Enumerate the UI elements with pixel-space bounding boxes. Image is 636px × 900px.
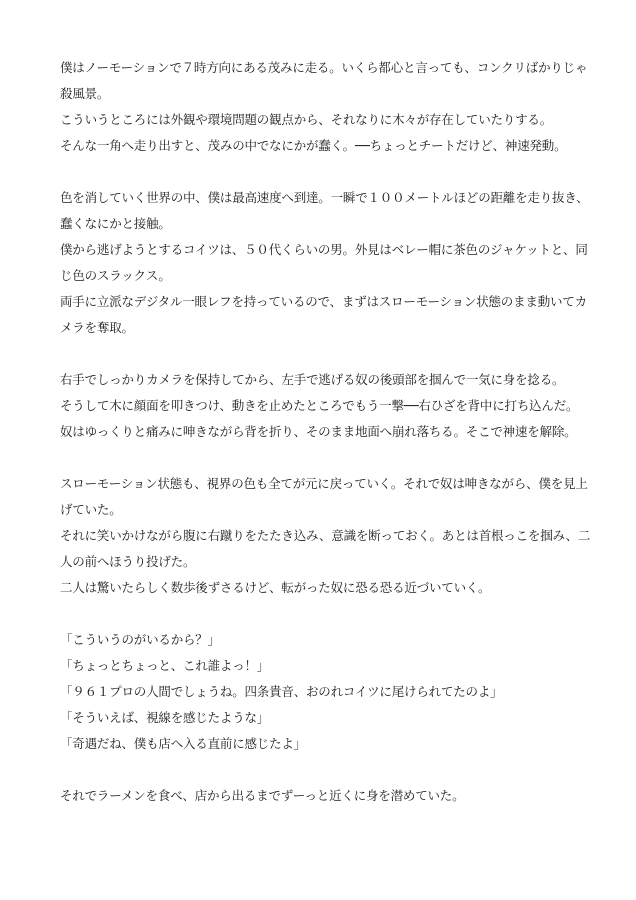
text-line: じ色のスラックス。 [60,268,171,283]
text-line: 奴はゆっくりと痛みに呻きながら背を折り、そのまま地面へ崩れ落ちる。そこで神速を解除。 [60,424,577,439]
dialogue-line: 「こういうのがいるから？」 [60,632,220,647]
text-line: それに笑いかけながら腹に右蹴りをたたき込み、意識を断っておく。あとは首根っこを掴み、二 [60,528,591,543]
text-line: こういうところには外観や環境問題の観点から、それなりに木々が存在していたりする。 [60,112,553,127]
dialogue-line: 「９６１プロの人間でしょうね。四条貴音、おのれコイツに尾けられてたのよ」 [60,684,503,699]
text-line: げていた。 [60,502,122,517]
text-line: スローモーション状態も、視界の色も全てが元に戻っていく。それで奴は呻きながら、僕を見上 [60,476,588,491]
text-line: それでラーメンを食べ、店から出るまでずーっと近くに身を潜めていた。 [60,788,465,803]
dialogue-line: 「奇遇だね、僕も店へ入る直前に感じたよ」 [60,736,307,751]
paragraph-break [60,762,600,788]
paragraph-break [60,164,600,190]
text-line: 僕から逃げようとするコイツは、５０代くらいの男。外見はベレー帽に茶色のジャケットと、同 [60,242,588,257]
text-line: 両手に立派なデジタル一眼レフを持っているので、まずはスローモーション状態のまま動いてカ [60,294,587,309]
paragraph-break [60,450,600,476]
text-line: 殺風景。 [60,86,110,101]
text-line: 色を消していく世界の中、僕は最高速度へ到達。一瞬で１００メートルほどの距離を走り抜き、 [60,190,589,205]
text-line: そんな一角へ走り出すと、茂みの中でなにかが蠢く。──ちょっとチートだけど、神速発動。 [60,138,567,153]
text-line: メラを奪取。 [60,320,134,335]
dialogue-line: 「ちょっとちょっと、これ誰よっ！」 [60,658,270,673]
text-line: 右手でしっかりカメラを保持してから、左手で逃げる奴の後頭部を掴んで一気に身を捻る。 [60,372,565,387]
text-line: そうして木に顔面を叩きつけ、動きを止めたところでもう一撃──右ひざを背中に打ち込んだ。 [60,398,579,413]
text-line: 人の前へほうり投げた。 [60,554,196,569]
paragraph-break [60,606,600,632]
document-body [60,60,600,814]
text-line: 僕はノーモーションで７時方向にある茂みに走る。いくら都心と言っても、コンクリばかりじゃ [60,60,588,75]
text-line: 二人は驚いたらしく数歩後ずさるけど、転がった奴に恐る恐る近づいていく。 [60,580,491,595]
text-line: 蠢くなにかと接触。 [60,216,171,231]
dialogue-line: 「そういえば、視線を感じたような」 [60,710,270,725]
paragraph-break [60,346,600,372]
